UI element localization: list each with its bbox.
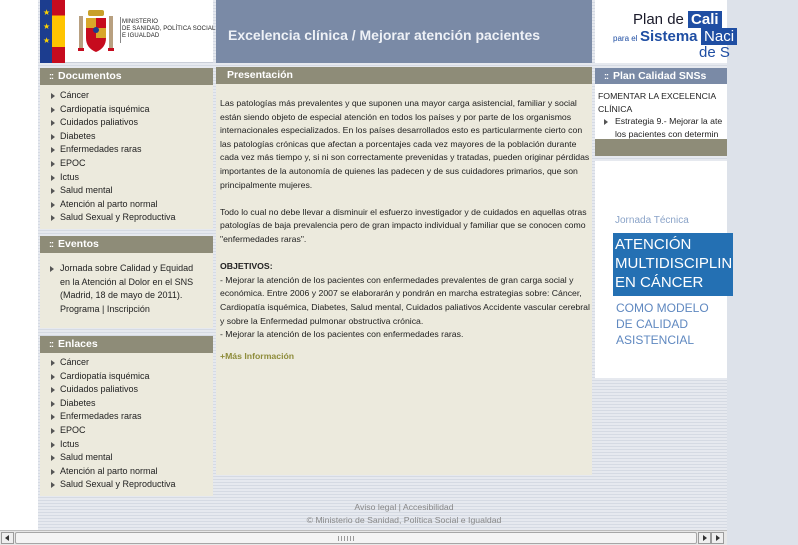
plan-calidad-line: CLÍNICA [598, 104, 633, 114]
list-item[interactable] [50, 89, 213, 103]
documentos-link[interactable]: Cuidados paliativos [60, 117, 139, 128]
plan-logo-middle [613, 28, 737, 45]
footer-links [216, 502, 592, 512]
event-links [60, 303, 230, 317]
list-item[interactable] [50, 410, 213, 424]
bullet-dots-icon: :: [49, 71, 53, 81]
scrollbar-thumb[interactable] [15, 532, 697, 544]
accesibilidad-link[interactable]: Accesibilidad [402, 502, 454, 512]
eventos-panel [40, 253, 213, 328]
plan-logo-bottom: de S [699, 44, 730, 61]
list-item[interactable] [50, 130, 213, 144]
promo-title-block [613, 233, 733, 296]
list-item[interactable] [50, 171, 213, 185]
list-item[interactable] [50, 370, 213, 384]
plan-calidad-logo[interactable] [595, 0, 735, 63]
header-banner [216, 0, 592, 63]
aviso-legal-link[interactable]: Aviso legal [354, 502, 397, 512]
left-gutter [0, 0, 38, 530]
list-item[interactable] [50, 438, 213, 452]
documentos-link[interactable]: Enfermedades raras [60, 144, 142, 155]
jornada-tecnica-banner[interactable] [595, 161, 733, 378]
enlaces-link[interactable]: Enfermedades raras [60, 411, 142, 422]
enlaces-link[interactable]: EPOC [60, 424, 86, 435]
right-divider-bar [595, 139, 727, 156]
calidad-text: Cali [688, 11, 722, 28]
documentos-link[interactable]: Salud mental [60, 185, 113, 196]
logo-divider [120, 17, 121, 43]
para-el-text: para el [613, 34, 638, 43]
enlaces-link[interactable]: Ictus [60, 438, 80, 449]
ministry-line: DE SANIDAD, POLÍTICA SOCIAL [122, 26, 216, 32]
promo-title-line: EN CÁNCER [615, 274, 704, 291]
list-item[interactable] [50, 198, 213, 212]
documentos-panel [40, 85, 213, 229]
footer-copyright: © Ministerio de Sanidad, Política Social e Igualdad [306, 515, 502, 525]
objetivo-item: - Mejorar la atención de los pacientes con enfermedades raras. [220, 329, 464, 340]
promo-subtitle-line: ASISTENCIAL [616, 333, 695, 347]
separator: | [102, 303, 105, 314]
inscripcion-link[interactable]: Inscripción [106, 303, 150, 314]
documentos-link[interactable]: Ictus [60, 171, 80, 182]
enlaces-list [40, 353, 213, 492]
plan-calidad-header [595, 68, 727, 85]
enlaces-link[interactable]: Cardiopatía isquémica [60, 370, 150, 381]
ministry-name [122, 19, 216, 40]
presentacion-body [220, 97, 590, 363]
documentos-link[interactable]: Atención al parto normal [60, 198, 158, 209]
documentos-link[interactable]: Salud Sexual y Reproductiva [60, 212, 176, 223]
list-item[interactable] [50, 184, 213, 198]
coat-of-arms-icon [77, 8, 115, 56]
list-item[interactable] [50, 103, 213, 117]
horizontal-scrollbar[interactable] [0, 530, 727, 545]
grip-icon [338, 536, 354, 541]
event-text: en la Atención al Dolor en el SNS [60, 276, 194, 287]
promo-title-line: ATENCIÓN [615, 236, 692, 253]
scroll-right-icon[interactable] [698, 532, 711, 544]
list-item[interactable] [50, 211, 213, 225]
list-item[interactable] [50, 157, 213, 171]
event-text: (Madrid, 18 de mayo de 2011). [60, 290, 183, 301]
mas-informacion-link[interactable]: +Más Información [220, 350, 295, 361]
event-text: Jornada sobre Calidad y Equidad [60, 263, 194, 273]
enlaces-link[interactable]: Cáncer [60, 357, 90, 367]
documentos-link[interactable]: EPOC [60, 157, 86, 168]
plan-calidad-heading: Plan Calidad SNSs [613, 70, 707, 82]
list-item[interactable] [50, 397, 213, 411]
enlaces-link[interactable]: Atención al parto normal [60, 465, 158, 476]
list-item[interactable] [50, 478, 213, 492]
event-item [60, 262, 230, 316]
list-item[interactable] [50, 451, 213, 465]
ministry-line: MINISTERIO [122, 19, 159, 25]
documentos-header [40, 68, 213, 85]
enlaces-link[interactable]: Salud mental [60, 452, 113, 463]
list-item[interactable] [50, 424, 213, 438]
paragraph: Todo lo cual no debe llevar a disminuir el esfuerzo investigador y de cuidados en aquellas otras patologías de baja prevalencia pero de gran impacto individual y familiar que se conocen como "enfermedades raras". [220, 206, 587, 244]
presentacion-header [216, 67, 592, 84]
presentacion-heading: Presentación [227, 69, 293, 81]
documentos-link[interactable]: Cáncer [60, 90, 90, 100]
promo-subtitle-line: COMO MODELO [616, 301, 709, 315]
list-item[interactable] [50, 383, 213, 397]
list-item[interactable] [50, 356, 213, 370]
spain-flag-icon [52, 0, 65, 63]
jornada-label: Jornada Técnica [615, 215, 689, 226]
promo-title-line: MULTIDISCIPLIN [615, 255, 733, 272]
enlaces-panel [40, 353, 213, 496]
ministry-line: E IGUALDAD [122, 33, 160, 39]
bullet-dots-icon: :: [604, 71, 608, 81]
eventos-header [40, 236, 213, 253]
ministry-logo[interactable] [40, 0, 216, 63]
presentacion-panel [216, 84, 592, 475]
programa-link[interactable]: Programa [60, 303, 100, 314]
plan-calidad-title [598, 90, 798, 116]
page-title: Excelencia clínica / Mejorar atención pacientes [228, 27, 541, 43]
documentos-heading: Documentos [58, 70, 122, 82]
enlaces-link[interactable]: Diabetes [60, 397, 96, 408]
list-item[interactable] [50, 116, 213, 130]
plan-calidad-line: FOMENTAR LA EXCELENCIA [598, 91, 717, 101]
enlaces-link[interactable]: Salud Sexual y Reproductiva [60, 479, 176, 490]
plan-calidad-panel [595, 84, 727, 140]
objetivos-heading: OBJETIVOS: [220, 261, 273, 272]
plan-de-text: Plan de [633, 11, 684, 28]
estrategia-line: Estrategia 9.- Mejorar la ate [615, 116, 723, 126]
estrategia-line: los pacientes con determin [615, 129, 719, 139]
nacional-text: Naci [701, 28, 737, 45]
bullet-dots-icon: :: [49, 339, 53, 349]
promo-subtitle-line: DE CALIDAD [616, 317, 689, 331]
eu-flag-icon: ★ ★ ★ [40, 0, 65, 63]
enlaces-heading: Enlaces [58, 338, 98, 350]
documentos-list [40, 85, 213, 225]
list-item[interactable] [50, 465, 213, 479]
documentos-link[interactable]: Cardiopatía isquémica [60, 103, 150, 114]
objetivo-item: - Mejorar la atención de los pacientes con enfermedades prevalentes de gran carga social y económica. Entre 2006 y 2007 se elaborarán y pondrán en marcha estrategias sobre: Cáncer, Cardiopatía isquémica, Diabetes, Salud mental, Cuidados paliativos Accidente vascular cerebral y sobre la Enfermedad pulmonar obstructiva crónica. [220, 274, 590, 326]
enlaces-header [40, 336, 213, 353]
plan-logo-top [633, 11, 722, 28]
list-item[interactable] [50, 143, 213, 157]
scroll-right-icon[interactable] [711, 532, 724, 544]
paragraph: Las patologías más prevalentes y que suponen una mayor carga asistencial, familiar y social están siendo objeto de especial atención en todos los países y por parte de los organismos internacionales especializados. En los países desarrollados esto es particularmente cierto con las patologías crónicas que afectan a porcentajes cada vez mayores de la población durante cada vez más tiempo y, si ni son correctamente prevenidas y tratadas, pueden originar pérdidas importantes de la autonomía de quienes las padecen y de sus cuidadores primarios, que son principalmente mujeres. [220, 98, 590, 190]
scroll-left-icon[interactable] [1, 532, 14, 544]
bullet-dots-icon: :: [49, 239, 53, 249]
separator: | [398, 502, 401, 512]
enlaces-link[interactable]: Cuidados paliativos [60, 384, 139, 395]
promo-subtitle [616, 300, 709, 348]
documentos-link[interactable]: Diabetes [60, 130, 96, 141]
eventos-heading: Eventos [58, 238, 99, 250]
sistema-text: Sistema [639, 28, 698, 45]
